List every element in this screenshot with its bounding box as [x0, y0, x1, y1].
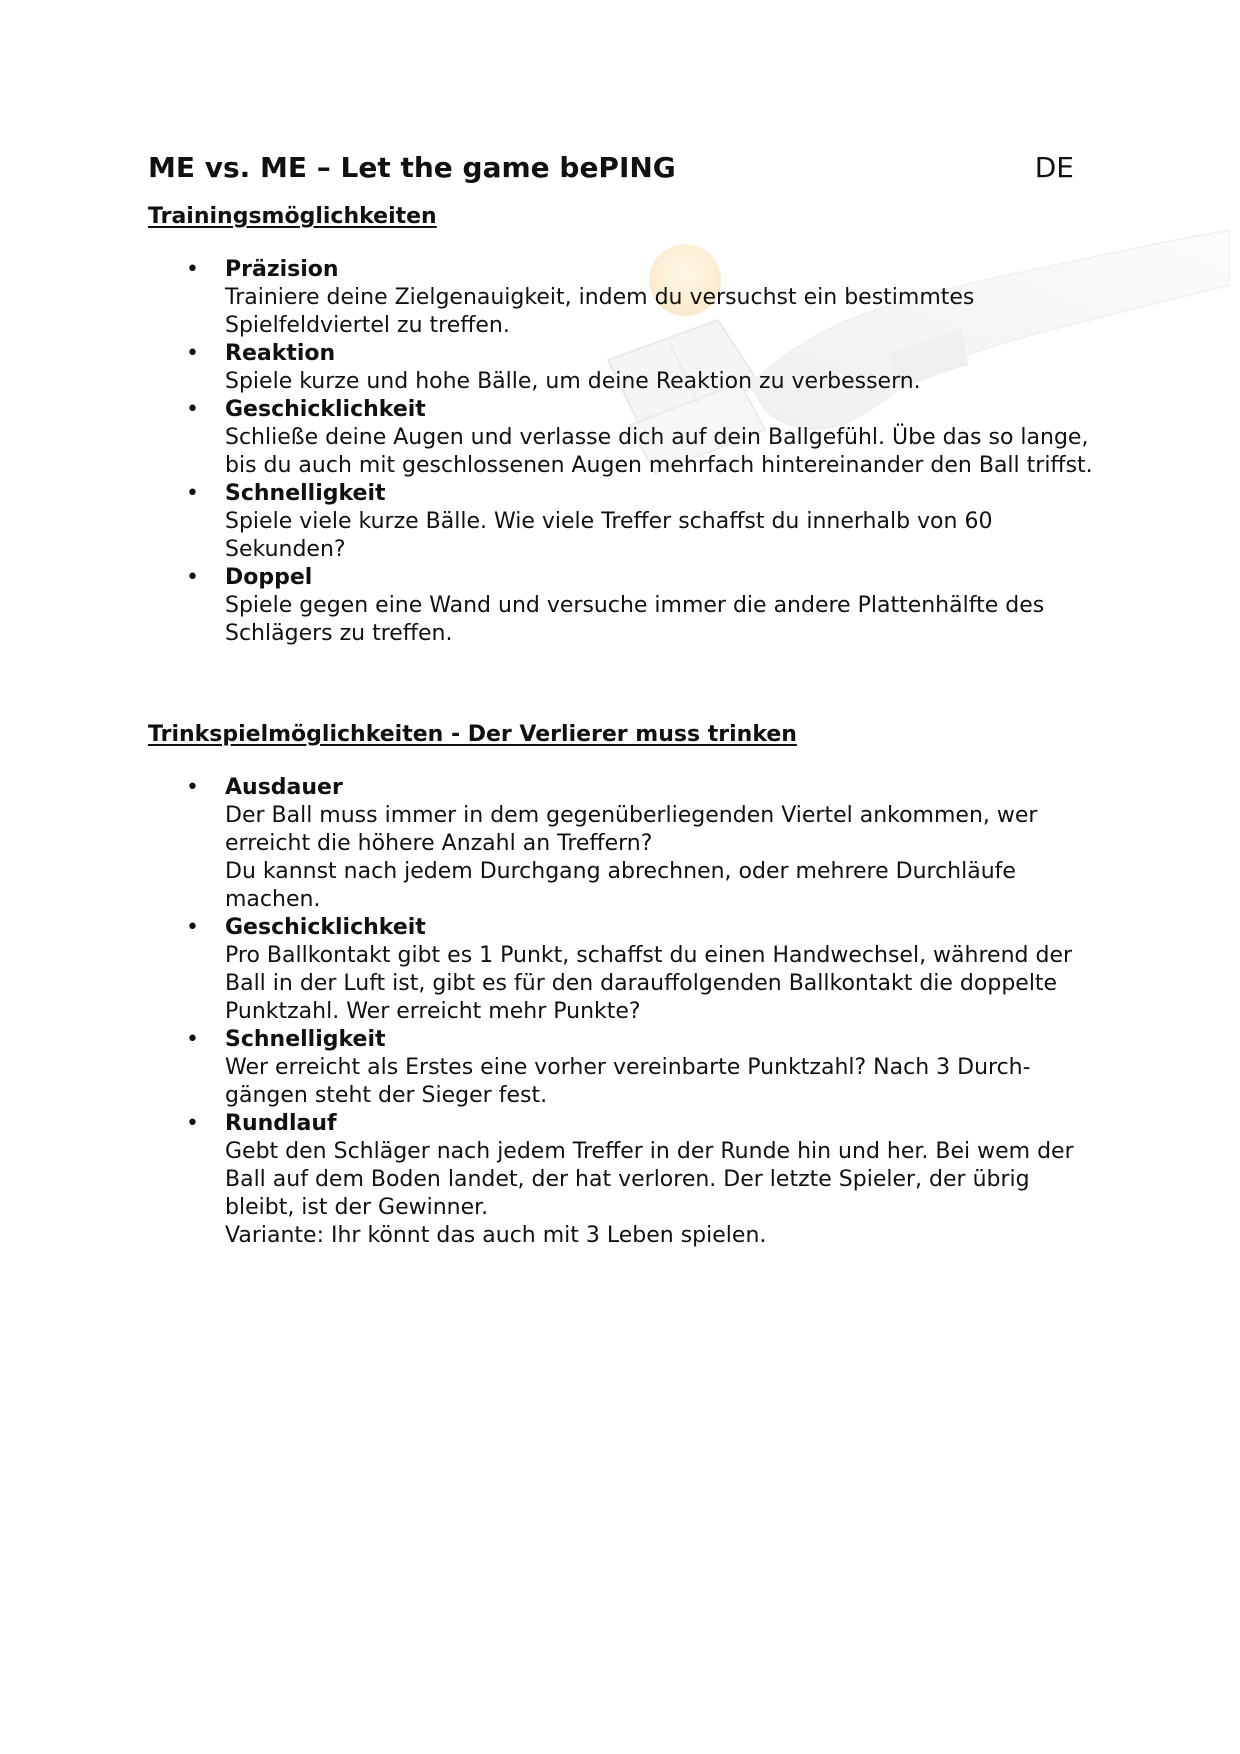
list-item [148, 340, 1108, 396]
item-text: Trainiere deine Zielgenauigkeit, indem du versuchst ein bestimmtes [225, 285, 975, 310]
item-text: Wer erreicht als Erstes eine vorher vereinbarte Punktzahl? Nach 3 Durch- [225, 1055, 1031, 1080]
document-title: ME vs. ME – Let the game bePING [148, 151, 676, 184]
item-text: erreicht die höhere Anzahl an Treffern? [225, 831, 653, 856]
item-title: • Ausdauer [225, 775, 343, 800]
item-text: Spiele viele kurze Bälle. Wie viele Treffer schaffst du innerhalb von 60 [225, 509, 993, 534]
item-title: • Geschicklichkeit [225, 397, 426, 422]
item-text: Spiele gegen eine Wand und versuche immer die andere Plattenhälfte des [225, 593, 1045, 618]
item-title: • Reaktion [225, 341, 336, 366]
item-text: gängen steht der Sieger fest. [225, 1083, 548, 1108]
item-text: Der Ball muss immer in dem gegenüberliegenden Viertel ankommen, wer [225, 803, 1038, 828]
section-heading-drinking: Trinkspielmöglichkeiten - Der Verlierer muss trinken [148, 722, 797, 747]
title-row [148, 148, 1108, 188]
item-text: Sekunden? [225, 537, 346, 562]
language-code: DE [1034, 151, 1074, 184]
item-text: bleibt, ist der Gewinner. [225, 1195, 489, 1220]
list-item [148, 774, 1108, 914]
item-title: • Geschicklichkeit [225, 915, 426, 940]
item-text: Gebt den Schläger nach jedem Treffer in der Runde hin und her. Bei wem der [225, 1139, 1074, 1164]
item-text: bis du auch mit geschlossenen Augen mehrfach hintereinander den Ball triffst. [225, 453, 1093, 478]
item-text: Schließe deine Augen und verlasse dich auf dein Ballgefühl. Übe das so lange, [225, 425, 1089, 450]
document-page [148, 148, 1108, 1250]
item-text: Spielfeldviertel zu treffen. [225, 313, 510, 338]
list-item [148, 564, 1108, 648]
item-text: Schlägers zu treffen. [225, 621, 453, 646]
list-item [148, 1026, 1108, 1110]
item-title: • Schnelligkeit [225, 481, 386, 506]
item-text: Pro Ballkontakt gibt es 1 Punkt, schaffst du einen Handwechsel, während der [225, 943, 1073, 968]
item-text: Variante: Ihr könnt das auch mit 3 Leben spielen. [225, 1223, 767, 1248]
item-title: • Schnelligkeit [225, 1027, 386, 1052]
list-item [148, 914, 1108, 1026]
list-item [148, 1110, 1108, 1250]
item-text: machen. [225, 887, 321, 912]
item-title: • Doppel [225, 565, 313, 590]
item-text: Punktzahl. Wer erreicht mehr Punkte? [225, 999, 641, 1024]
section-heading-training: Trainingsmöglichkeiten [148, 204, 437, 229]
list-item [148, 480, 1108, 564]
item-text: Spiele kurze und hohe Bälle, um deine Reaktion zu verbessern. [225, 369, 921, 394]
list-item [148, 256, 1108, 340]
item-title: • Rundlauf [225, 1111, 337, 1136]
training-list [148, 256, 1108, 648]
item-text: Du kannst nach jedem Durchgang abrechnen, oder mehrere Durchläufe [225, 859, 1016, 884]
list-item [148, 396, 1108, 480]
item-text: Ball auf dem Boden landet, der hat verloren. Der letzte Spieler, der übrig [225, 1167, 1030, 1192]
drinking-list [148, 774, 1108, 1250]
item-text: Ball in der Luft ist, gibt es für den darauffolgenden Ballkontakt die doppelte [225, 971, 1058, 996]
item-title: • Präzision [225, 257, 339, 282]
